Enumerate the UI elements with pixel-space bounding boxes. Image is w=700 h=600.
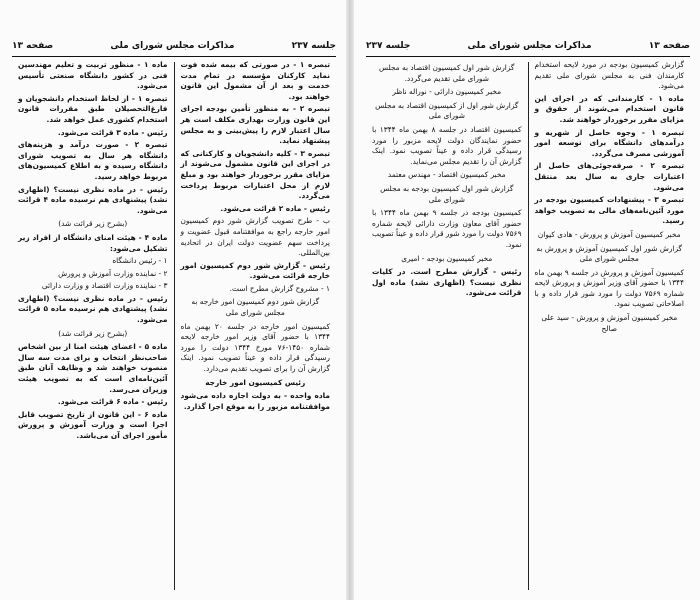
paragraph: گزارش شور اول کمیسیون آموزش و پرورش به مجلس شورای ملی: [536, 243, 683, 264]
paragraph: مخبر کمیسیون اقتصاد - مهندس معتمد: [387, 170, 506, 180]
paragraph: ماده ۱ - منظور تربیت و تعلیم مهندسین فنی در کشور دانشگاه صنعتی تأسیس می‌شود.: [18, 60, 168, 91]
paragraph: تبصره ۳ - کلیه دانشجویان و کارکنانی که در اجرای این قانون مشمول می‌شوند از مزایای مقرر برخوردار خواهند بود و مبلغ لازم از محل اعتبارات مربوط پرداخت می‌گردد.: [180, 148, 330, 201]
paragraph: ماده ۱ - کارمندانی که در اجرای این قانون استخدام می‌شوند از حقوق و مزایای مقرر برخوردار خواهند شد.: [534, 93, 684, 124]
paragraph: تبصره ۳ - پیشنهادات کمیسیون بودجه در مورد آئین‌نامه‌های مالی به تصویب خواهد رسید.: [534, 195, 684, 226]
right-page: [354, 0, 700, 600]
column-right: [529, 60, 691, 592]
column-left: [12, 60, 174, 592]
paragraph: ماده ۴ - هیئت امنای دانشگاه از افراد زیر تشکیل می‌شود:: [18, 232, 168, 253]
paragraph: مخبر کمیسیون آموزش و پرورش - سید علی صالح: [541, 313, 678, 333]
paragraph: رئیس - ماده ۳ قرائت می‌شود.: [57, 127, 168, 137]
paragraph: تبصره ۲ - صرفه‌جوئی‌های حاصل از اعتبارات جاری به سال بعد منتقل می‌شود.: [534, 161, 685, 192]
paragraph: مخبر کمیسیون دارائی - نوراله ناظر: [392, 87, 502, 97]
paragraph: (بشرح زیر قرائت شد): [58, 219, 128, 229]
paragraph: ۱ - مشروح گزارش مطرح است.: [229, 283, 330, 293]
paragraph: رئیس - گزارش شور دوم کمیسیون امور خارجه قرائت می‌شود.: [180, 260, 330, 281]
paragraph: تبصره ۱ - در صورتی که بیمه شده فوت نماید کارکنان مؤسسه در تمام مدت خدمت و بعد از آن مشمول این قانون خواهند بود.: [180, 60, 331, 101]
paragraph: گزارش شور اول از کمیسیون اقتصاد به مجلس شورای ملی: [375, 100, 519, 121]
left-page: [0, 0, 346, 600]
paragraph: رئیس - در ماده نظری نیست؟ (اظهاری نشد) پیشنهادی هم نرسیده ماده ۴ قرائت می‌شود.: [18, 184, 168, 215]
book-gutter: [346, 0, 354, 600]
paragraph: کمیسیون امور خارجه در جلسه ۲۰ بهمن ماه ۱۳۴۴ با حضور آقای وزیر امور خارجه لایحه شماره ۱۴۵۰-۷۶ مورخ ۱۳۴۴ دولت را مورد رسیدگی قرار داده و عیناً تصویب نمود. اینک گزارش آن را برای تصویب تقدیم می‌دارد.: [180, 321, 330, 374]
paragraph: کمیسیون بودجه در جلسه ۹ بهمن ماه ۱۳۴۴ با حضور آقای معاون وزارت دارائی لایحه شماره ۷۵۶۹ دولت را مورد شور قرار داده و عیناً تصویب نمود.: [372, 208, 522, 249]
text-columns: [366, 60, 690, 592]
page-number: صفحه ۱۳: [12, 41, 54, 51]
paragraph: رئیس - ماده ۶ قرائت می‌شود.: [57, 397, 168, 407]
paragraph: ماده واحده - به دولت اجازه داده می‌شود موافقتنامه مزبور را به موقع اجرا گذارد.: [180, 391, 330, 411]
paragraph: گزارش شور اول کمیسیون اقتصاد به مجلس شورای ملی تقدیم می‌گردد.: [379, 63, 515, 83]
column-divider: [174, 62, 175, 590]
paragraph: مخبر کمیسیون بودجه - امیری: [401, 253, 493, 263]
paragraph: گزارش کمیسیون بودجه در مورد لایحه استخدام کارمندان فنی به مجلس شورای ملی تقدیم می‌شود.: [534, 60, 684, 91]
column-right: [175, 60, 337, 592]
paragraph: گزارش شور اول کمیسیون بودجه به مجلس شورای ملی: [380, 183, 514, 204]
paragraph: (بشرح زیر قرائت شد): [58, 328, 128, 338]
paragraph: ۱ - رئیس دانشگاه: [112, 256, 168, 266]
paragraph: تبصره ۱ - از لحاظ استخدام دانشجویان و فارغ‌التحصیلان طبق مقررات قانون استخدام کشوری عمل خواهد شد.: [18, 93, 168, 124]
paragraph: ۲ - نماینده وزارت آموزش و پرورش: [58, 268, 168, 278]
column-divider: [528, 62, 529, 590]
page-title: مذاکرات مجلس شورای ملی: [467, 41, 592, 51]
paragraph: کمیسیون اقتصاد در جلسه ۸ بهمن ماه ۱۳۴۴ با حضور نمایندگان دولت لایحه مزبور را مورد رسیدگی قرار داده و عیناً تصویب نمود. اینک گزارش آن را تقدیم مجلس می‌نماید.: [372, 124, 522, 166]
column-left: [366, 60, 528, 592]
paragraph: مخبر کمیسیون آموزش و پرورش - هادی کیوان: [537, 229, 681, 239]
paragraph: تبصره ۲ - به منظور تأمین بودجه اجرای این قانون وزارت بهداری مکلف است هر سال اعتبار لازم را پیش‌بینی و به مجلس پیشنهاد نماید.: [180, 104, 331, 146]
paragraph: رئیس - ماده ۲ قرائت می‌شود.: [220, 203, 330, 213]
page-header: [12, 38, 336, 57]
paragraph: رئیس - گزارش مطرح است. در کلیات نظری نیست؟ (اظهاری نشد) ماده اول قرائت می‌شود.: [372, 267, 522, 298]
page-title: مذاکرات مجلس شورای ملی: [110, 41, 235, 51]
paragraph: کمیسیون آموزش و پرورش در جلسه ۹ بهمن ماه ۱۳۴۴ با حضور آقای وزیر آموزش و پرورش لایحه شماره ۷۵۶۹ دولت را مورد شور قرار داده و با اصلاحاتی تصویب نمود.: [534, 267, 684, 309]
paragraph: تبصره ۱ - وجوه حاصل از شهریه و درآمدهای دانشگاه برای توسعه امور آموزشی مصرف می‌گردد.: [534, 127, 685, 158]
paragraph: رئیس - در ماده نظری نیست؟ (اظهاری نشد) پیشنهادی هم نرسیده ماده ۵ قرائت می‌شود.: [18, 293, 168, 325]
page-header: [366, 38, 690, 57]
paragraph: ماده ۶ - این قانون از تاریخ تصویب قابل اجرا است و وزارت آموزش و پرورش مأمور اجرای آن می‌باشد.: [18, 409, 168, 440]
paragraph: گزارش شور دوم کمیسیون امور خارجه به مجلس شورای ملی: [191, 297, 320, 318]
paragraph: تبصره ۲ - صورت درآمد و هزینه‌های دانشگاه هر سال به تصویب شورای دانشگاه رسیده و به اطلاع کمیسیون‌های مربوط خواهد رسید.: [18, 140, 168, 181]
paragraph: ب - طرح تصویب گزارش شور دوم کمیسیون امور خارجه راجع به موافقتنامه قبول عضویت و پرداخت سهم عضویت دولت ایران در اتحادیه بین‌المللی.: [180, 216, 330, 258]
paragraph: ماده ۵ - اعضای هیئت امنا از بین اشخاص صاحب‌نظر انتخاب و برای مدت سه سال منصوب خواهند شد و وظایف آنان طبق آئین‌نامه‌ای است که به تصویب هیئت وزیران می‌رسد.: [18, 342, 168, 394]
paragraph: رئیس کمیسیون امور خارجه: [205, 377, 306, 387]
page-number: صفحه ۱۳: [648, 41, 690, 51]
text-columns: [12, 60, 336, 592]
paragraph: ۳ - نماینده وزارت اقتصاد و وزارت دارائی: [41, 281, 168, 291]
session-number: جلسه ۲۳۷: [291, 41, 336, 51]
session-number: جلسه ۲۳۷: [366, 41, 411, 51]
